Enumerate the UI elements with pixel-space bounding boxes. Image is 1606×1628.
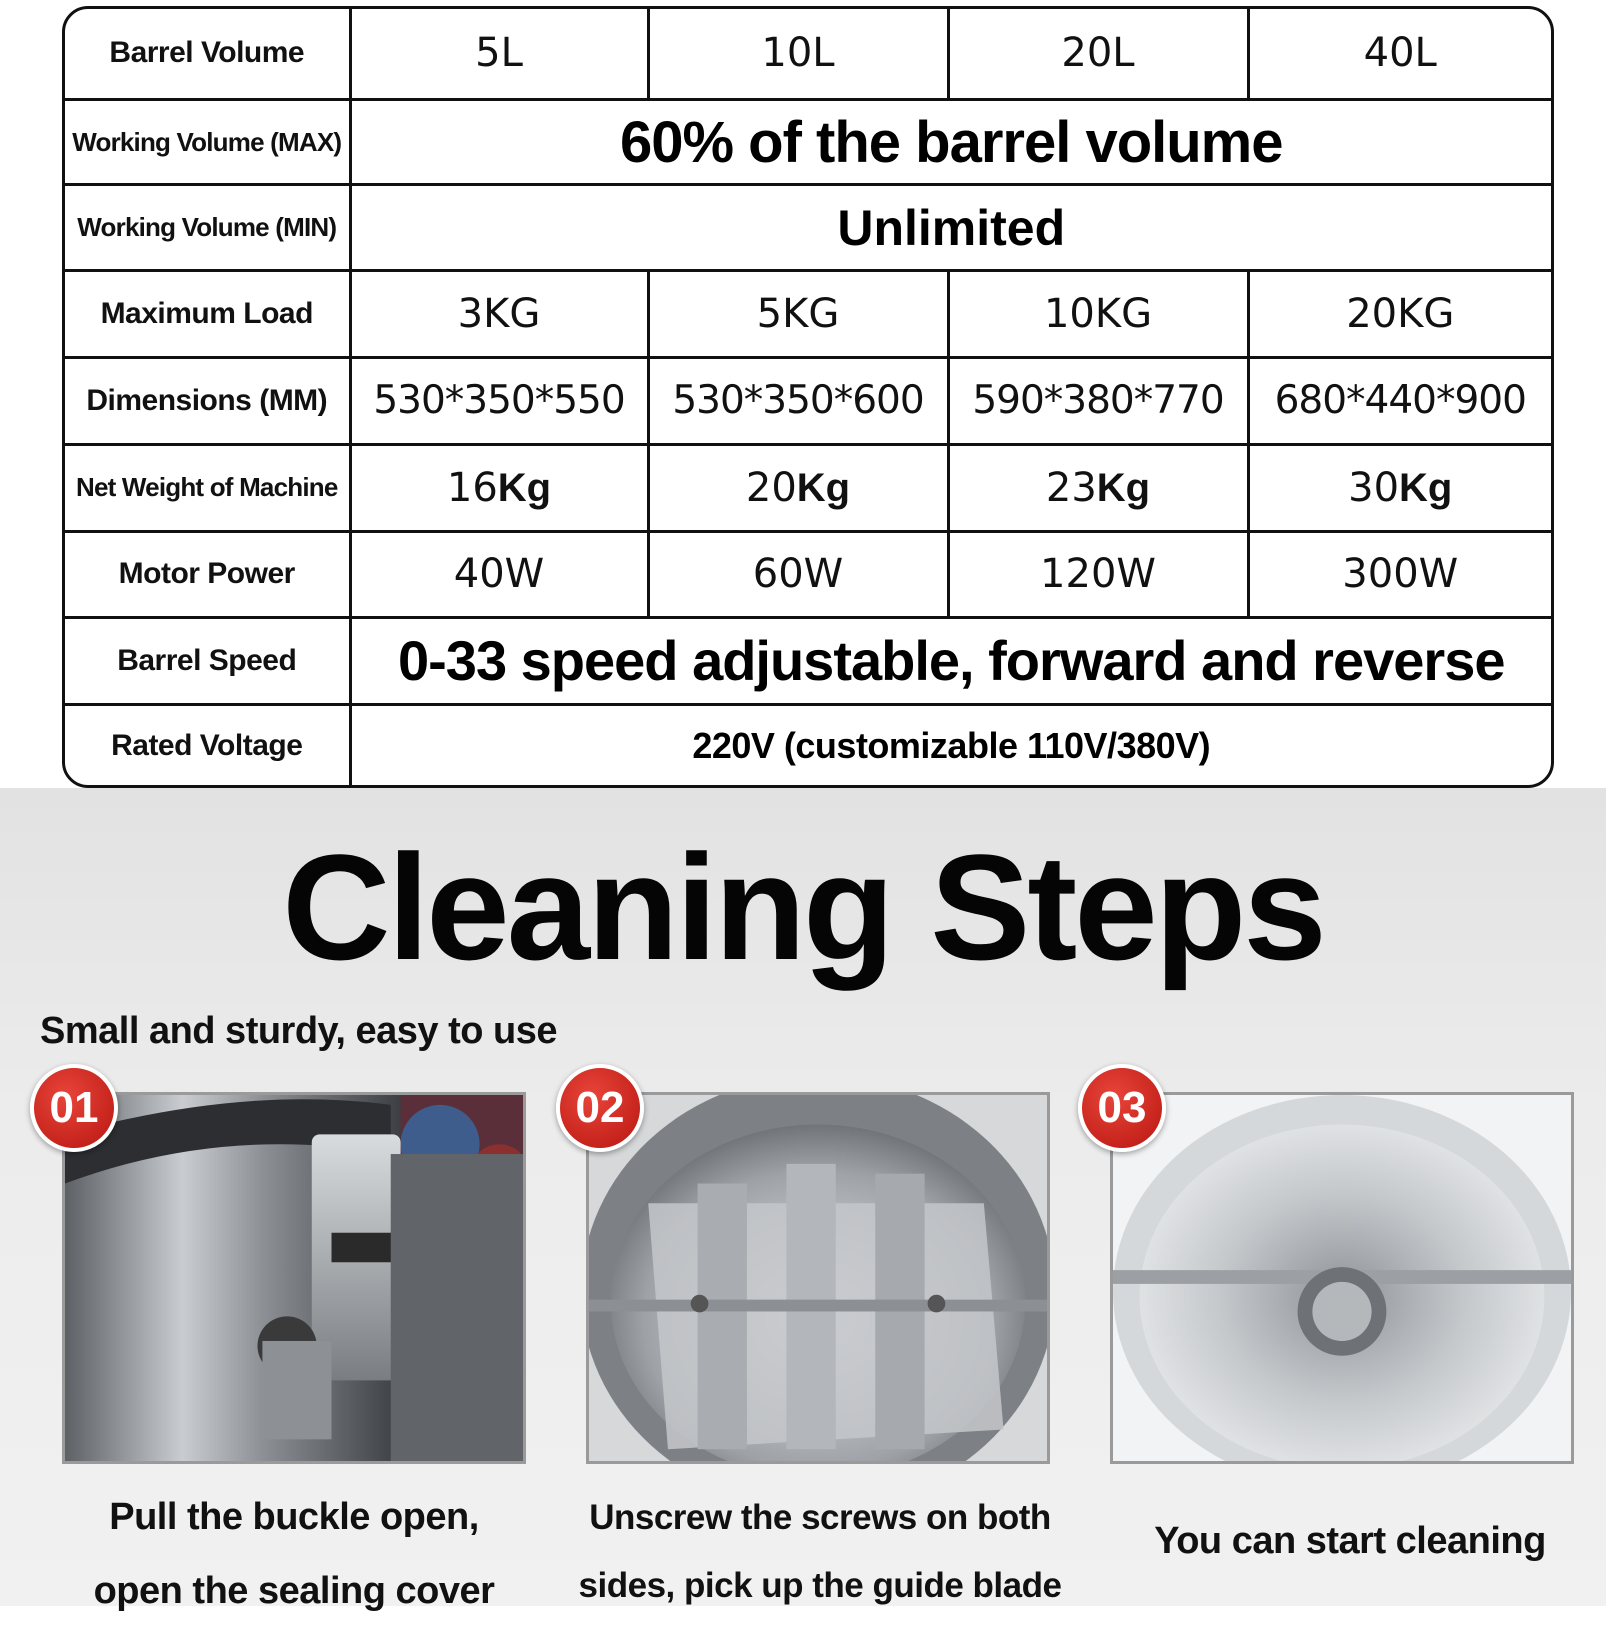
weight-number: 23 bbox=[1045, 464, 1097, 511]
spec-table bbox=[62, 6, 1554, 788]
spec-table-grid bbox=[65, 9, 1551, 785]
row-label: Net Weight of Machine bbox=[65, 444, 350, 531]
cleaning-subtitle: Small and sturdy, easy to use bbox=[40, 1010, 557, 1052]
cell-value-merged: Unlimited bbox=[350, 185, 1551, 270]
step-2-caption bbox=[560, 1484, 1080, 1620]
cell-value: 40L bbox=[1248, 9, 1551, 99]
row-motor-power bbox=[65, 532, 1551, 617]
step-3-photo bbox=[1110, 1092, 1574, 1464]
cell-value bbox=[648, 444, 948, 531]
step-3-caption bbox=[1110, 1504, 1590, 1578]
cell-value: 530*350*550 bbox=[350, 358, 648, 444]
weight-unit: Kg bbox=[497, 465, 552, 510]
cell-value: 10L bbox=[648, 9, 948, 99]
step-badge: 01 bbox=[30, 1064, 118, 1152]
weight-number: 30 bbox=[1348, 464, 1400, 511]
weight-unit: Kg bbox=[1096, 465, 1151, 510]
cell-value: 120W bbox=[948, 532, 1248, 617]
row-rated-voltage bbox=[65, 705, 1551, 785]
row-label: Working Volume (MAX) bbox=[65, 99, 350, 184]
cell-value-merged: 60% of the barrel volume bbox=[350, 99, 1551, 184]
caption-line: sides, pick up the guide blade bbox=[578, 1566, 1062, 1605]
cell-value: 530*350*600 bbox=[648, 358, 948, 444]
cell-value bbox=[1248, 444, 1551, 531]
row-label: Barrel Speed bbox=[65, 617, 350, 704]
row-working-volume-max bbox=[65, 99, 1551, 184]
caption-line: Unscrew the screws on both bbox=[589, 1498, 1051, 1537]
step-3-photo-image bbox=[1113, 1095, 1571, 1461]
step-badge: 03 bbox=[1078, 1064, 1166, 1152]
weight-number: 16 bbox=[446, 464, 498, 511]
caption-line: open the sealing cover bbox=[93, 1570, 495, 1612]
weight-unit: Kg bbox=[1399, 465, 1453, 510]
step-1-photo-image bbox=[65, 1095, 523, 1461]
cell-value: 300W bbox=[1248, 532, 1551, 617]
cell-value: 10KG bbox=[948, 270, 1248, 357]
cell-value: 590*380*770 bbox=[948, 358, 1248, 444]
row-label: Maximum Load bbox=[65, 270, 350, 357]
row-label: Barrel Volume bbox=[65, 9, 350, 99]
cell-value bbox=[350, 444, 648, 531]
weight-unit: Kg bbox=[796, 465, 851, 510]
step-2-photo-image bbox=[589, 1095, 1047, 1461]
cell-value-merged: 220V (customizable 110V/380V) bbox=[350, 705, 1551, 785]
row-label: Working Volume (MIN) bbox=[65, 185, 350, 270]
step-1-photo bbox=[62, 1092, 526, 1464]
cell-value: 3KG bbox=[350, 270, 648, 357]
row-label: Dimensions (MM) bbox=[65, 358, 350, 444]
cell-value: 20KG bbox=[1248, 270, 1551, 357]
cleaning-heading: Cleaning Steps bbox=[282, 823, 1324, 991]
row-working-volume-min bbox=[65, 185, 1551, 270]
weight-number: 20 bbox=[745, 464, 797, 511]
cell-value-merged: 0-33 speed adjustable, forward and reverse bbox=[350, 617, 1551, 704]
cell-value: 20L bbox=[948, 9, 1248, 99]
step-badge: 02 bbox=[556, 1064, 644, 1152]
cell-value bbox=[948, 444, 1248, 531]
row-net-weight bbox=[65, 444, 1551, 531]
cell-value: 5KG bbox=[648, 270, 948, 357]
caption-line: Pull the buckle open, bbox=[109, 1496, 479, 1538]
row-label: Motor Power bbox=[65, 532, 350, 617]
cell-value: 5L bbox=[350, 9, 648, 99]
cell-value: 680*440*900 bbox=[1248, 358, 1551, 444]
row-barrel-volume bbox=[65, 9, 1551, 99]
row-barrel-speed bbox=[65, 617, 1551, 704]
row-dimensions bbox=[65, 358, 1551, 444]
row-maximum-load bbox=[65, 270, 1551, 357]
caption-line: You can start cleaning bbox=[1154, 1520, 1546, 1562]
cleaning-section bbox=[0, 788, 1606, 1612]
row-label: Rated Voltage bbox=[65, 705, 350, 785]
step-2-photo bbox=[586, 1092, 1050, 1464]
cell-value: 60W bbox=[648, 532, 948, 617]
cell-value: 40W bbox=[350, 532, 648, 617]
